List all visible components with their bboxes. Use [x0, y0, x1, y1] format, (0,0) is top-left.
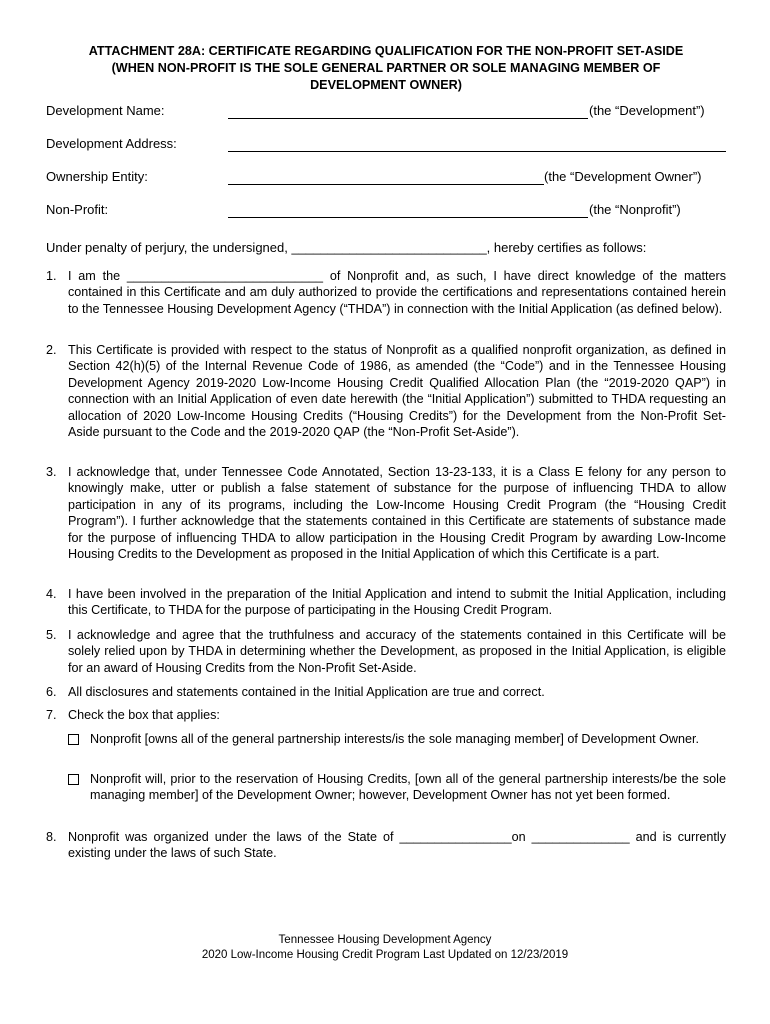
non-profit-row	[46, 202, 736, 220]
footer	[0, 933, 770, 963]
development-address-row	[46, 136, 736, 154]
development-name-row	[46, 103, 736, 121]
item-text: All disclosures and statements contained in the Initial Application are true and correct.	[68, 685, 545, 699]
non-profit-label: Non-Profit:	[46, 202, 109, 217]
item-text: I acknowledge that, under Tennessee Code Annotated, Section 13-23-133, it is a Class E felony for any person to knowingly make, utter or publish a false statement of substance for the purpose of influencing THDA to allow participation in any of its programs, including the Low-Income Housing Credit Program (the “Housing Credit Program”). I further acknowledge that the statements contained in this Certificate are statements of substance made for the purpose of influencing THDA to allow participation in the Housing Credit Program by awarding Low-Income Housing Credits to the Development as proposed in the Initial Application of which this Certificate is a part.	[68, 465, 726, 562]
ownership-entity-row	[46, 169, 736, 187]
item-number: 3.	[46, 465, 57, 479]
checkbox-option-text: Nonprofit will, prior to the reservation of Housing Credits, [own all of the general partnership interests/be the sole managing member] of the Development Owner; however, Development Owner has not yet been formed.	[90, 772, 726, 803]
checkbox[interactable]	[68, 734, 79, 745]
non-profit-field[interactable]	[228, 217, 588, 218]
penalty-statement: Under penalty of perjury, the undersigned, ___________________________, hereby certifies as follows:	[46, 240, 647, 255]
item-text: Check the box that applies:	[68, 708, 220, 722]
item-number: 6.	[46, 685, 57, 699]
item-text: I have been involved in the preparation of the Initial Application and intend to submit the Initial Application, including this Certificate, to THDA for the purpose of participating in the Housing Credit Program.	[68, 587, 726, 618]
ownership-entity-label: Ownership Entity:	[46, 169, 148, 184]
development-address-field[interactable]	[228, 151, 726, 152]
list-item-2	[46, 342, 726, 440]
title-line-2: (WHEN NON-PROFIT IS THE SOLE GENERAL PARTNER OR SOLE MANAGING MEMBER OF	[111, 61, 661, 75]
document-title	[46, 43, 726, 94]
ownership-entity-field[interactable]	[228, 184, 544, 185]
non-profit-suffix: (the “Nonprofit”)	[589, 202, 681, 217]
item-number: 5.	[46, 628, 57, 642]
checkbox-option-2[interactable]	[68, 771, 726, 804]
list-item-4	[46, 586, 726, 619]
list-item-7	[46, 707, 726, 723]
item-number: 7.	[46, 708, 57, 722]
development-address-label: Development Address:	[46, 136, 177, 151]
list-item-6	[46, 684, 726, 700]
development-name-label: Development Name:	[46, 103, 165, 118]
list-item-8	[46, 829, 726, 862]
item-text: This Certificate is provided with respect to the status of Nonprofit as a qualified nonprofit organization, as defined in Section 42(h)(5) of the Internal Revenue Code of 1986, as amended (the “Code”) and in the Tennessee Housing Development Agency 2019-2020 Low-Income Housing Credit Qualified Allocation Plan (the “2019-2020 QAP”) in connection with an Initial Application of even date herewith (the “Initial Application”) submitted to THDA requesting an allocation of 2020 Low-Income Housing Credits (“Housing Credits”) for the Development from the Non-Profit Set-Aside pursuant to the Code and the 2019-2020 QAP (the “Non-Profit Set-Aside”).	[68, 343, 726, 440]
footer-line-1: Tennessee Housing Development Agency	[278, 934, 492, 946]
development-name-field[interactable]	[228, 118, 588, 119]
footer-line-2: 2020 Low-Income Housing Credit Program Last Updated on 12/23/2019	[201, 949, 569, 961]
list-item-1	[46, 268, 726, 317]
item-number: 2.	[46, 343, 57, 357]
item-text: I acknowledge and agree that the truthfulness and accuracy of the statements contained in this Certificate will be solely relied upon by THDA in determining whether the Development, as proposed in the Initial Application, is eligible for an award of Housing Credits from the Non-Profit Set-Aside.	[68, 628, 726, 675]
item-text: Nonprofit was organized under the laws of the State of ________________on ______________ and is currently existing under the laws of such State.	[68, 830, 726, 861]
ownership-entity-suffix: (the “Development Owner”)	[544, 169, 702, 184]
item-number: 1.	[46, 269, 57, 283]
list-item-3	[46, 464, 726, 562]
title-line-3: DEVELOPMENT OWNER)	[310, 78, 462, 92]
item-text: I am the ____________________________ of Nonprofit and, as such, I have direct knowledge of the matters contained in this Certificate and am duly authorized to provide the certifications and representations contained herein to the Tennessee Housing Development Agency (“THDA”) in connection with the Initial Application (as defined below).	[68, 269, 726, 316]
list-item-5	[46, 627, 726, 676]
development-name-suffix: (the “Development”)	[589, 103, 705, 118]
checkbox-option-1[interactable]	[68, 731, 726, 747]
checkbox[interactable]	[68, 774, 79, 785]
checkbox-option-text: Nonprofit [owns all of the general partnership interests/is the sole managing member] of Development Owner.	[90, 732, 700, 746]
item-number: 4.	[46, 587, 57, 601]
item-number: 8.	[46, 830, 57, 844]
title-line-1: ATTACHMENT 28A: CERTIFICATE REGARDING QUALIFICATION FOR THE NON-PROFIT SET-ASIDE	[88, 44, 684, 58]
